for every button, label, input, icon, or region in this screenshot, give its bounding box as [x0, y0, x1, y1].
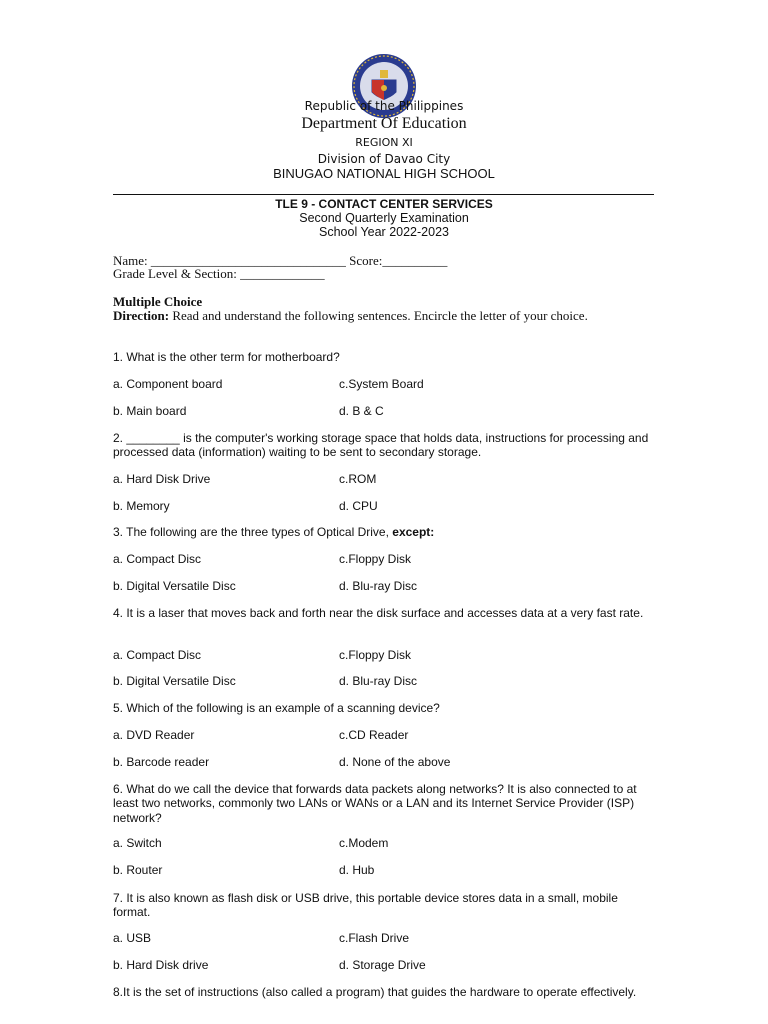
direction-text	[113, 309, 653, 324]
exam-title: Second Quarterly Examination	[299, 211, 469, 225]
q7-option-d: d. Storage Drive	[339, 958, 426, 972]
question-5: 5. Which of the following is an example of a scanning device?	[113, 701, 440, 715]
q2-option-b: b. Memory	[113, 499, 170, 513]
q6-option-b: b. Router	[113, 863, 163, 877]
q1-option-b: b. Main board	[113, 404, 187, 418]
question-6: 6. What do we call the device that forwards data packets along networks? It is also connected to at least two networks, commonly two LANs or WANs or a LAN and its Internet Service Provider (ISP) network?	[113, 782, 637, 825]
division-line: Division of Davao City	[317, 152, 451, 166]
q4-option-d: d. Blu-ray Disc	[339, 674, 418, 688]
q3-option-c: c.Floppy Disk	[339, 552, 412, 566]
q4-option-b: b. Digital Versatile Disc	[113, 674, 236, 688]
q5-option-d: d. None of the above	[339, 755, 451, 769]
direction-body: Read and understand the following sentences. Encircle the letter of your choice.	[169, 308, 588, 323]
q3-option-d: d. Blu-ray Disc	[339, 579, 418, 593]
direction-label: Direction:	[113, 308, 170, 323]
q5-option-a: a. DVD Reader	[113, 728, 195, 742]
q5-option-c: c.CD Reader	[339, 728, 409, 742]
question-2: 2. ________ is the computer's working storage space that holds data, instructions for processing and processed data (information) waiting to be sent to secondary storage.	[113, 431, 649, 460]
q4-option-a: a. Compact Disc	[113, 648, 202, 662]
q2-option-a: a. Hard Disk Drive	[113, 472, 211, 486]
q4-option-c: c.Floppy Disk	[339, 648, 412, 662]
q6-option-a: a. Switch	[113, 836, 162, 850]
q2-option-d: d. CPU	[339, 499, 378, 513]
question-8: 8.It is the set of instructions (also called a program) that guides the hardware to operate effectively.	[113, 985, 637, 999]
question-3-emphasis: except:	[392, 525, 435, 539]
name-score-line: Name: ______________________________ Score:__________	[113, 253, 448, 268]
q7-option-b: b. Hard Disk drive	[113, 958, 209, 972]
section-title: Multiple Choice	[113, 294, 203, 309]
question-3	[113, 525, 653, 539]
q1-option-d: d. B & C	[339, 404, 384, 418]
q6-option-c: c.Modem	[339, 836, 389, 850]
q7-option-c: c.Flash Drive	[339, 931, 410, 945]
q3-option-a: a. Compact Disc	[113, 552, 202, 566]
q6-option-d: d. Hub	[339, 863, 375, 877]
subject-title: TLE 9 - CONTACT CENTER SERVICES	[275, 197, 493, 211]
q7-option-a: a. USB	[113, 931, 152, 945]
q2-option-c: c.ROM	[339, 472, 377, 486]
header-divider	[113, 194, 654, 195]
school-year: School Year 2022-2023	[319, 225, 449, 239]
q3-option-b: b. Digital Versatile Disc	[113, 579, 236, 593]
q1-option-a: a. Component board	[113, 377, 223, 391]
republic-line: Republic of the Philippines	[304, 99, 464, 113]
question-3-text: 3. The following are the three types of Optical Drive,	[113, 525, 393, 539]
question-4: 4. It is a laser that moves back and forth near the disk surface and accesses data at a very fast rate.	[113, 606, 644, 620]
question-1: 1. What is the other term for motherboard?	[113, 350, 340, 364]
region-line: REGION XI	[355, 136, 413, 149]
q5-option-b: b. Barcode reader	[113, 755, 210, 769]
grade-section-line: Grade Level & Section: _____________	[113, 266, 325, 281]
q1-option-c: c.System Board	[339, 377, 424, 391]
question-7: 7. It is also known as flash disk or USB drive, this portable device stores data in a small, mobile format.	[113, 891, 618, 920]
school-name: BINUGAO NATIONAL HIGH SCHOOL	[273, 166, 495, 181]
department-title: Department Of Education	[301, 115, 467, 132]
